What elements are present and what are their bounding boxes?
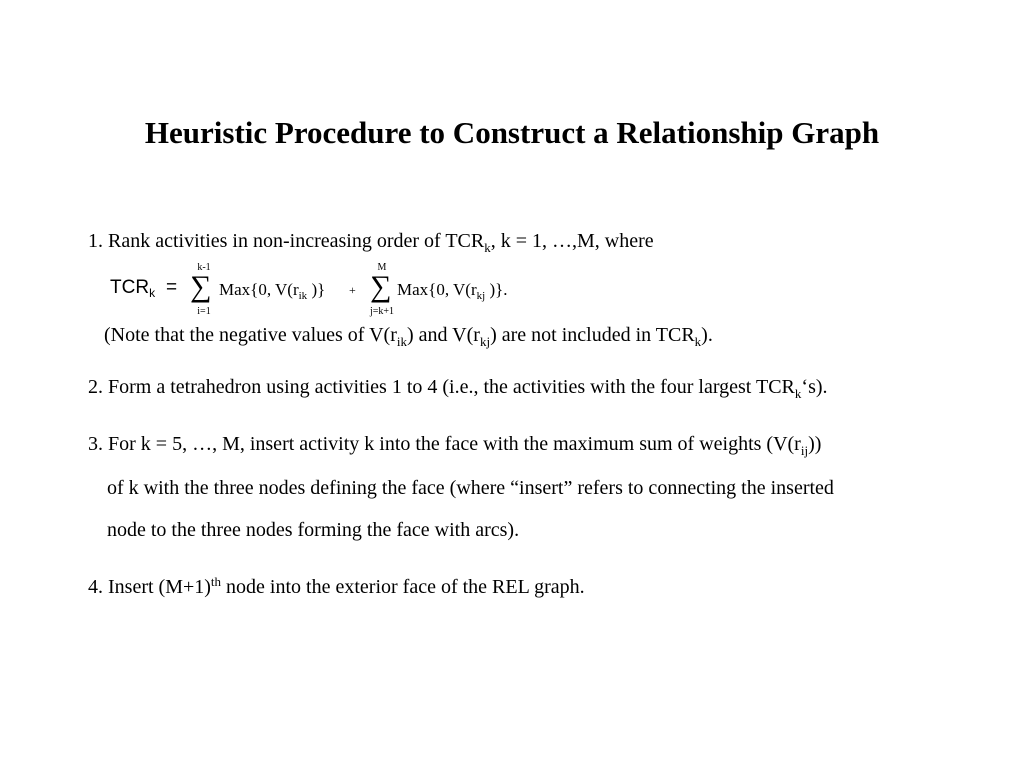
sum-1-term (219, 279, 325, 301)
sum-1-term-prefix: Max{0, V(r (219, 280, 299, 299)
formula-lhs-symbol: TCR (110, 277, 150, 298)
step-1-subscript: k (484, 240, 491, 255)
step-1-suffix: , k = 1, …,M, where (490, 230, 654, 252)
sum-2-term-suffix: )}. (485, 280, 508, 299)
sum-2-term (397, 279, 508, 301)
sum-1-term-subscript: ik (298, 290, 308, 302)
sum-1-sigma-icon: ∑ (190, 270, 212, 303)
step-4-prefix: 4. Insert (M+1) (88, 576, 211, 598)
step-4-suffix: node into the exterior face of the REL graph. (221, 576, 585, 598)
formula-lhs-subscript: k (149, 286, 156, 300)
step-2-prefix: 2. Form a tetrahedron using activities 1 to 4 (i.e., the activities with the four largest TCR (88, 376, 795, 398)
note-part-2: ) and V(r (407, 324, 480, 346)
formula-plus-sign: + (349, 283, 356, 297)
step-3-line-1-suffix: )) (808, 433, 822, 455)
note-text (104, 323, 713, 347)
note-subscript-1: ik (396, 334, 407, 349)
step-3-line-1 (88, 432, 821, 456)
sum-2-term-subscript: kj (476, 290, 486, 302)
sum-1-term-suffix: )} (307, 280, 326, 299)
step-4-text (88, 575, 585, 599)
sum-2-lower-limit: j=k+1 (369, 306, 395, 317)
sum-2-sigma-icon: ∑ (370, 270, 392, 303)
step-2-subscript: k (794, 386, 802, 401)
step-1-prefix: 1. Rank activities in non-increasing order of TCR (88, 230, 485, 252)
formula-lhs (110, 277, 155, 299)
note-part-4: ). (701, 324, 713, 346)
step-1-text (88, 229, 654, 253)
note-part-3: ) are not included in TCR (490, 324, 695, 346)
step-3-line-1-subscript: ij (800, 443, 809, 458)
step-3-line-2: of k with the three nodes defining the face (where “insert” refers to connecting the inserted (107, 477, 834, 499)
sum-2-term-prefix: Max{0, V(r (397, 280, 477, 299)
sum-1-upper-limit: k-1 (197, 262, 211, 273)
step-2-text (88, 375, 828, 399)
sum-2-upper-limit: M (377, 262, 387, 273)
formula-equals-sign: = (166, 277, 178, 298)
step-2-suffix: ‘s). (801, 376, 828, 398)
slide-title: Heuristic Procedure to Construct a Relationship Graph (144, 115, 880, 150)
step-3-line-3: node to the three nodes forming the face with arcs). (107, 519, 520, 541)
step-4-superscript: th (210, 574, 222, 589)
note-subscript-2: kj (479, 334, 491, 349)
sum-1-lower-limit: i=1 (197, 306, 211, 317)
step-3-line-1-prefix: 3. For k = 5, …, M, insert activity k into the face with the maximum sum of weights (V(r (88, 433, 801, 455)
note-subscript-3: k (694, 334, 702, 349)
note-part-1: (Note that the negative values of V(r (104, 324, 397, 346)
